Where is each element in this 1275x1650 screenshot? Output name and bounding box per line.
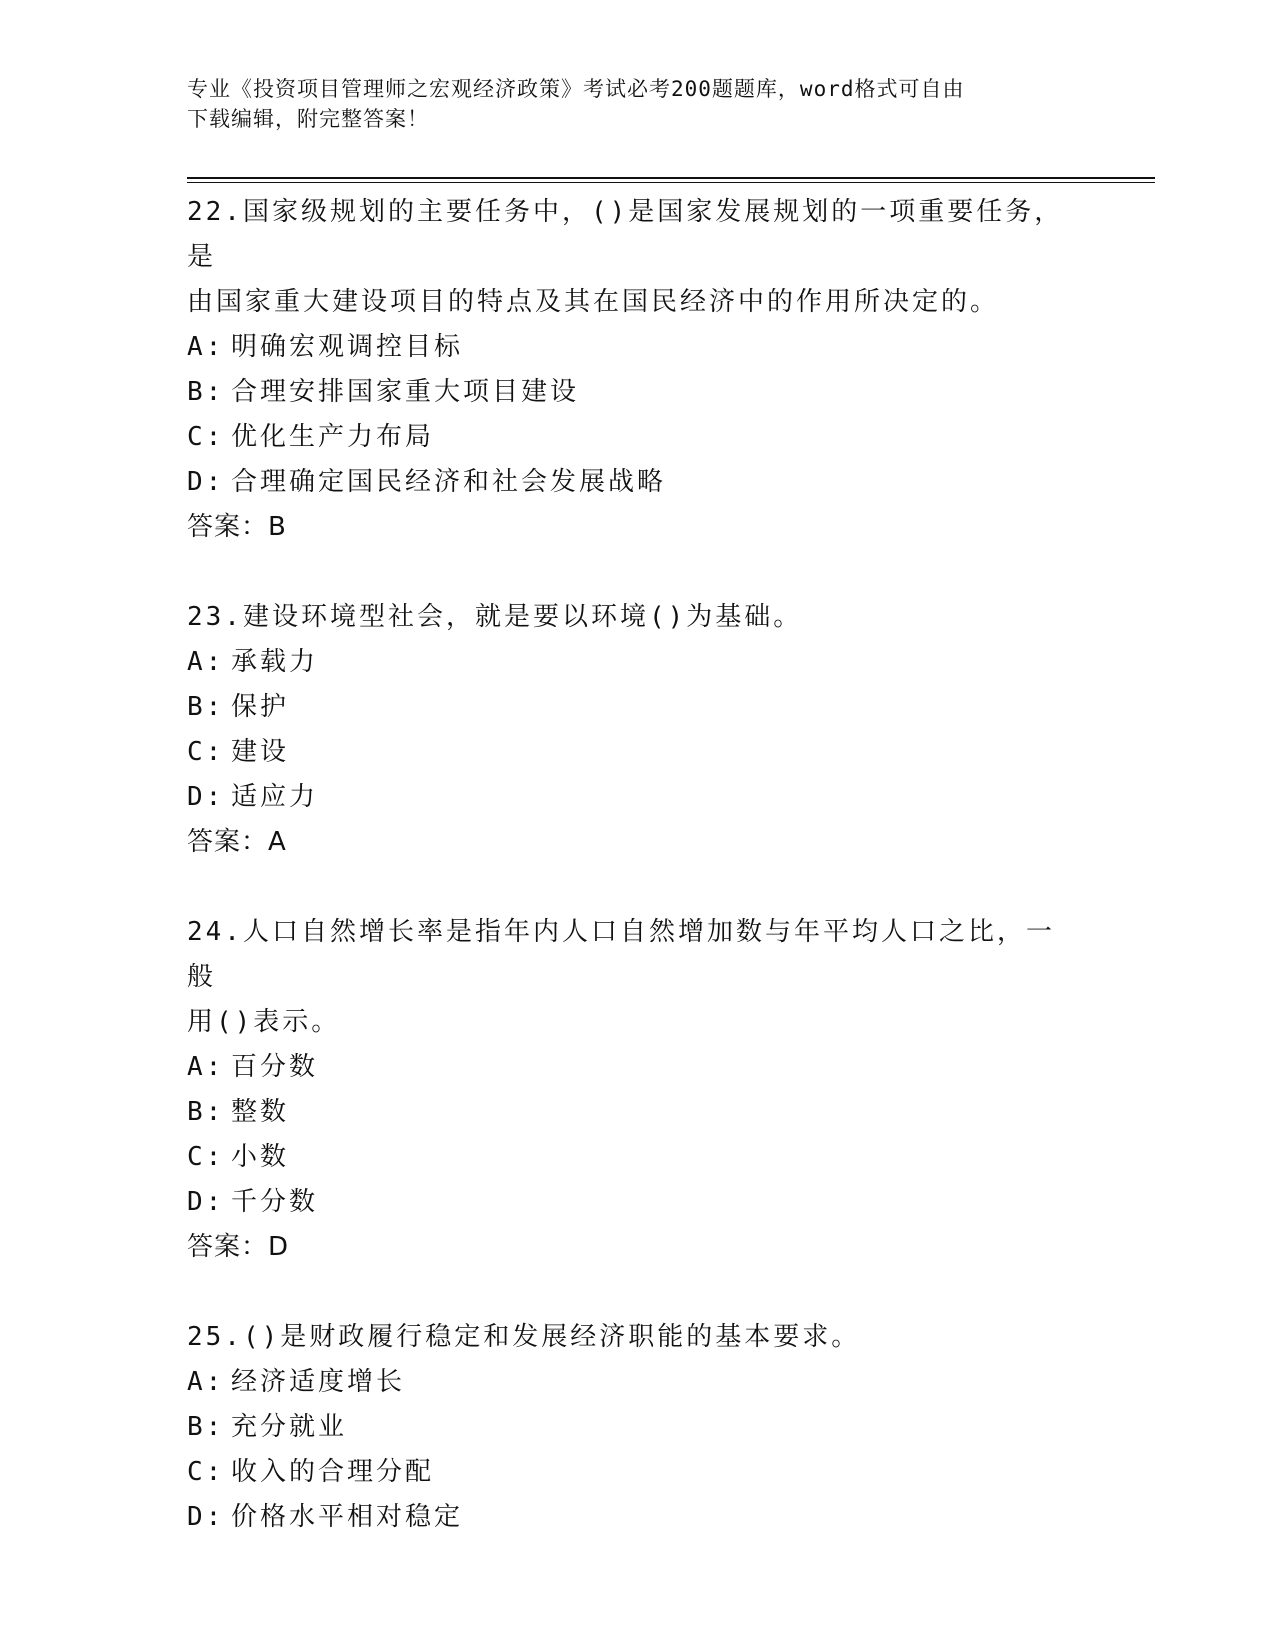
option-key: A:	[187, 332, 225, 362]
option-key: C:	[187, 1142, 225, 1172]
option-text: 合理安排国家重大项目建设	[231, 377, 580, 407]
option-d	[187, 460, 1087, 505]
option-text: 优化生产力布局	[231, 422, 435, 452]
question-stem	[187, 1315, 1067, 1360]
question-stem	[187, 190, 1067, 325]
option-a	[187, 640, 1087, 685]
option-text: 小数	[231, 1142, 290, 1172]
question-22	[187, 190, 1087, 550]
option-text: 整数	[231, 1097, 290, 1127]
question-spacer	[187, 1270, 1087, 1315]
question-25	[187, 1315, 1087, 1540]
header-title-line-2: 下载编辑，附完整答案！	[187, 107, 429, 131]
question-spacer	[187, 865, 1087, 910]
document-header	[187, 74, 1067, 134]
option-c	[187, 1450, 1087, 1495]
question-stem-line-1: 24.人口自然增长率是指年内人口自然增加数与年平均人口之比，一般	[187, 917, 1055, 992]
option-b	[187, 1090, 1087, 1135]
option-text: 承载力	[231, 647, 319, 677]
option-c	[187, 415, 1087, 460]
option-text: 建设	[231, 737, 290, 767]
option-text: 千分数	[231, 1187, 319, 1217]
answer-line: 答案：D	[187, 1232, 290, 1262]
option-text: 经济适度增长	[231, 1367, 406, 1397]
question-stem	[187, 595, 1067, 640]
option-text: 保护	[231, 692, 290, 722]
question-23	[187, 595, 1087, 865]
option-key: B:	[187, 377, 225, 407]
option-key: B:	[187, 692, 225, 722]
question-24	[187, 910, 1087, 1270]
option-text: 收入的合理分配	[231, 1457, 435, 1487]
option-key: C:	[187, 737, 225, 767]
option-key: C:	[187, 422, 225, 452]
option-a	[187, 1360, 1087, 1405]
answer-line: 答案：A	[187, 827, 287, 857]
question-stem-line-1: 23.建设环境型社会，就是要以环境()为基础。	[187, 602, 803, 632]
question-list	[187, 190, 1087, 1540]
option-d	[187, 1180, 1087, 1225]
question-stem-line-1: 25.()是财政履行稳定和发展经济职能的基本要求。	[187, 1322, 861, 1352]
option-text: 适应力	[231, 782, 319, 812]
option-text: 价格水平相对稳定	[231, 1502, 464, 1532]
question-stem-line-2: 用()表示。	[187, 1007, 341, 1037]
option-key: A:	[187, 1367, 225, 1397]
question-stem-line-1: 22.国家级规划的主要任务中，()是国家发展规划的一项重要任务，是	[187, 197, 1064, 272]
option-c	[187, 1135, 1087, 1180]
option-key: A:	[187, 647, 225, 677]
option-key: D:	[187, 1187, 225, 1217]
option-b	[187, 370, 1087, 415]
option-a	[187, 325, 1087, 370]
option-b	[187, 1405, 1087, 1450]
option-key: B:	[187, 1412, 225, 1442]
option-key: A:	[187, 1052, 225, 1082]
question-stem	[187, 910, 1067, 1045]
answer-line: 答案：B	[187, 512, 287, 542]
header-divider-thin	[187, 182, 1155, 183]
header-divider-thick	[187, 177, 1155, 179]
option-key: D:	[187, 467, 225, 497]
option-text: 充分就业	[231, 1412, 348, 1442]
option-c	[187, 730, 1087, 775]
option-key: D:	[187, 1502, 225, 1532]
option-text: 明确宏观调控目标	[231, 332, 464, 362]
option-key: B:	[187, 1097, 225, 1127]
option-b	[187, 685, 1087, 730]
question-spacer	[187, 550, 1087, 595]
option-d	[187, 775, 1087, 820]
header-title-line-1: 专业《投资项目管理师之宏观经济政策》考试必考200题题库，word格式可自由	[187, 77, 965, 101]
option-d	[187, 1495, 1087, 1540]
option-text: 合理确定国民经济和社会发展战略	[231, 467, 667, 497]
option-key: D:	[187, 782, 225, 812]
option-key: C:	[187, 1457, 225, 1487]
question-stem-line-2: 由国家重大建设项目的特点及其在国民经济中的作用所决定的。	[187, 287, 1000, 317]
option-text: 百分数	[231, 1052, 319, 1082]
option-a	[187, 1045, 1087, 1090]
